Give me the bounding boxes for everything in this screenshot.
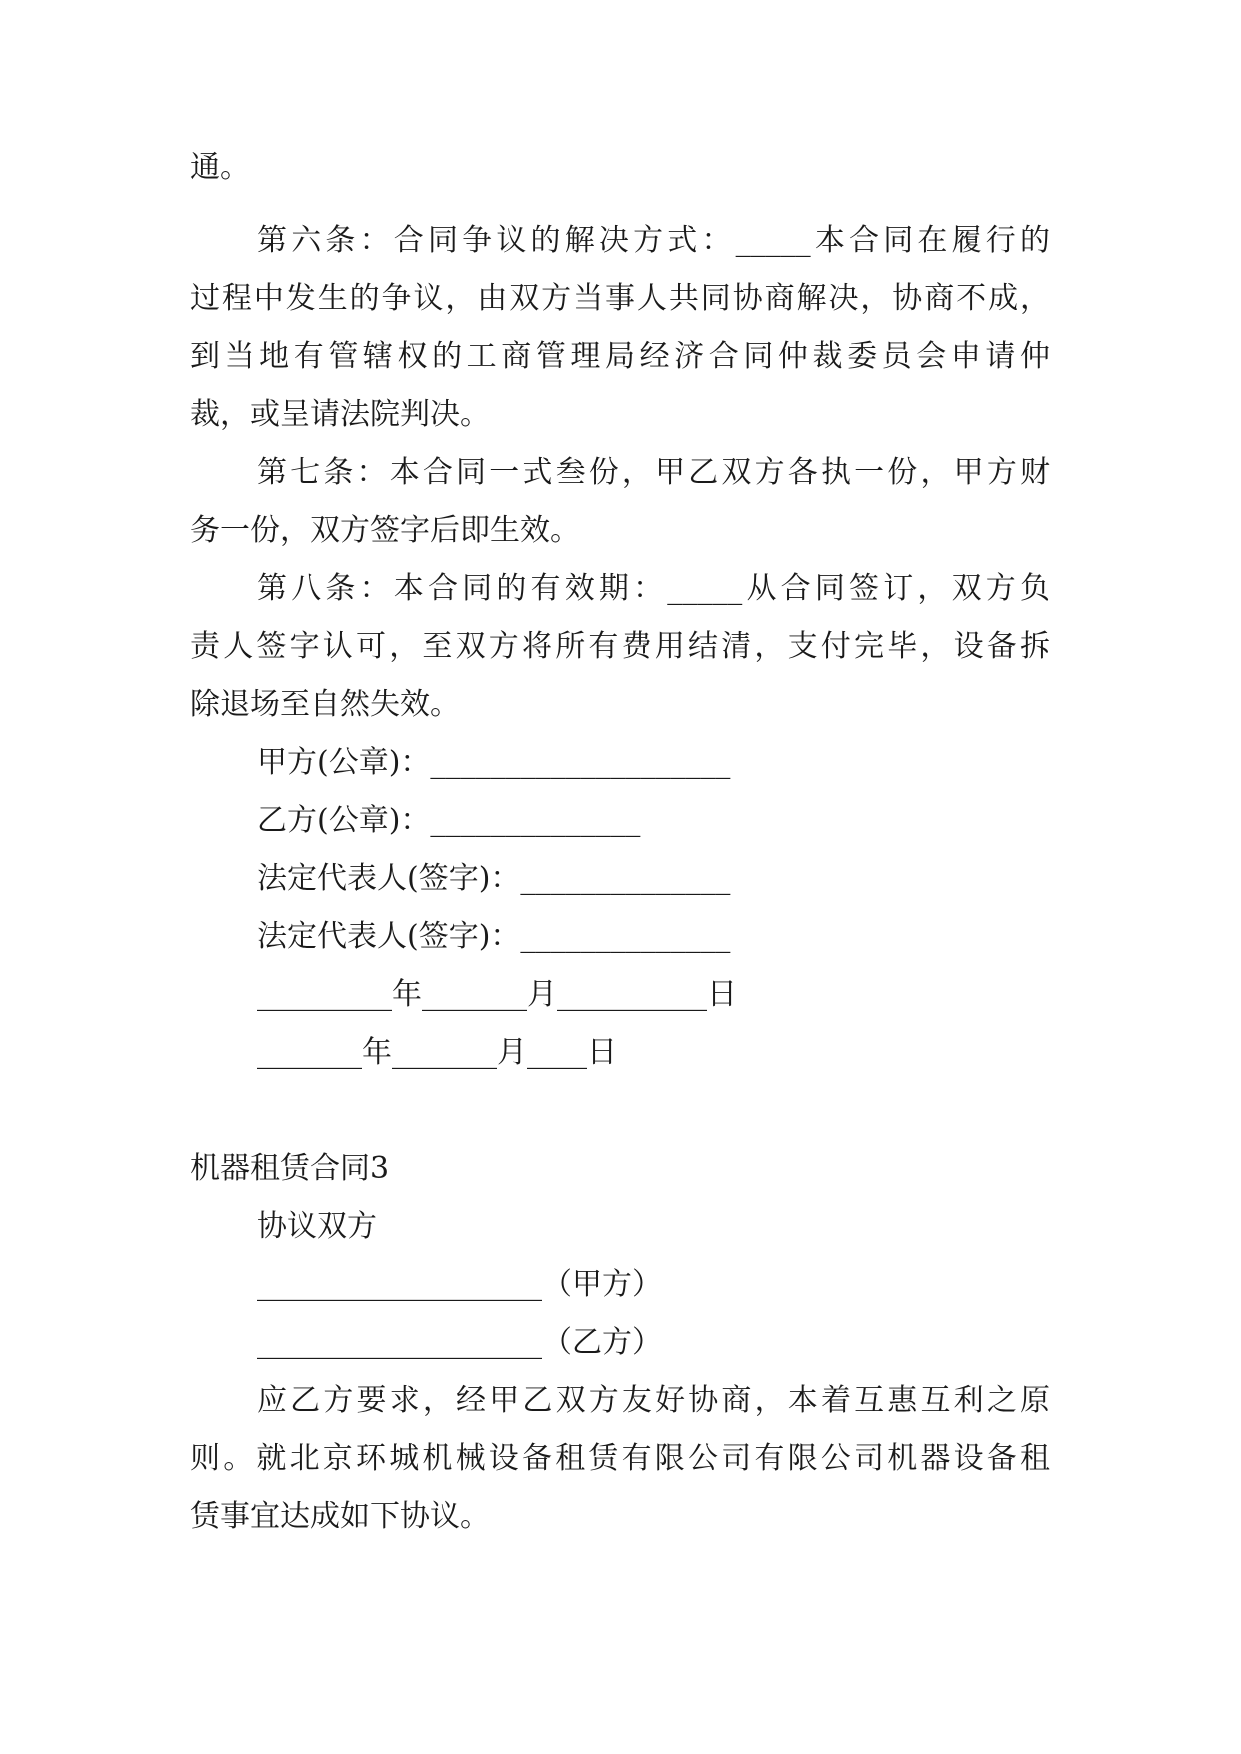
text-line: 通。 <box>190 150 250 185</box>
date-line: _________年_______月__________日 <box>257 977 737 1012</box>
text-line: 则。就北京环城机械设备租赁有限公司有限公司机器设备租 <box>190 1441 1050 1476</box>
section-title: 机器租赁合同3 <box>190 1151 390 1186</box>
party-a-blank-line: ___________________（甲方） <box>257 1267 662 1302</box>
text-line: 责人签字认可，至双方将所有费用结清，支付完毕，设备拆 <box>190 629 1050 664</box>
text-line: 协议双方 <box>257 1209 377 1244</box>
party-b-blank-line: ___________________（乙方） <box>257 1325 662 1360</box>
text-line: 裁，或呈请法院判决。 <box>190 397 490 432</box>
text-line: 务一份，双方签字后即生效。 <box>190 513 580 548</box>
text-line: 到当地有管辖权的工商管理局经济合同仲裁委员会申请仲 <box>190 339 1050 374</box>
party-b-seal-line: 乙方(公章)：______________ <box>257 803 641 838</box>
article-eight-line: 第八条：本合同的有效期：_____从合同签订，双方负 <box>257 571 1050 606</box>
article-six-line: 第六条：合同争议的解决方式：_____本合同在履行的 <box>257 223 1050 258</box>
legal-rep-signature-line: 法定代表人(签字)：______________ <box>257 919 731 954</box>
party-a-seal-line: 甲方(公章)：____________________ <box>257 745 731 780</box>
article-seven-line: 第七条：本合同一式叁份，甲乙双方各执一份，甲方财 <box>257 455 1050 490</box>
text-line: 过程中发生的争议，由双方当事人共同协商解决，协商不成， <box>190 281 1050 316</box>
legal-rep-signature-line: 法定代表人(签字)：______________ <box>257 861 731 896</box>
date-line: _______年_______月____日 <box>257 1035 617 1070</box>
text-line: 应乙方要求，经甲乙双方友好协商，本着互惠互利之原 <box>257 1383 1050 1418</box>
text-line: 除退场至自然失效。 <box>190 687 460 722</box>
text-line: 赁事宜达成如下协议。 <box>190 1499 490 1534</box>
